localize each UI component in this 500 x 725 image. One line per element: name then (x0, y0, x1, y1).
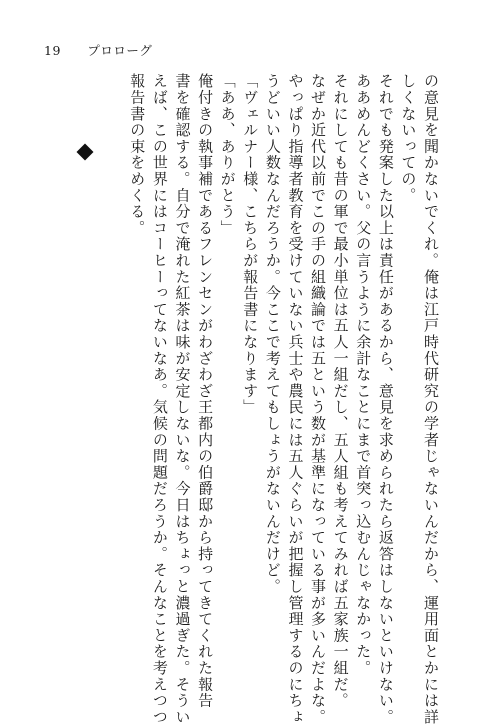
text-line-11: 俺付きの執事補であるフレンセンがわざわざ王都内の伯爵邸から持ってきてくれた報告 (196, 73, 215, 709)
text-line-9: 「ヴェルナー様、こちらが報告書になります」 (241, 73, 260, 416)
diamond-ornament-icon (77, 144, 94, 161)
text-line-4: ああめんどくさい。父の言うように余計なことにまで首突っ込むんじゃなかった。 (354, 73, 373, 677)
text-line-3: それでも発案した以上は責任があるから、意見を求められたら返答はしないといけない。 (376, 73, 395, 725)
text-line-7: やっぱり指導者教育を受けていない兵士や農民には五人ぐらいが把握し管理するのにちょ (286, 73, 305, 725)
text-line-10: 「ああ、ありがとう」 (218, 73, 237, 236)
text-line-12: 書を確認する。自分で淹れた紅茶は味が安定しないな。今日はちょっと濃過ぎた。そうい (173, 73, 192, 725)
text-line-6: なぜか近代以前でこの手の組織論では五という数が基準になっている事が多いんだよな。 (309, 73, 328, 725)
text-line-1: の意見を聞かないでくれ。俺は江戸時代研究の学者じゃないんだから、運用面とかには詳 (422, 73, 440, 725)
text-line-13: えば、この世界にはコーヒーってないなあ。気候の問題だろうか。そんなことを考えつつ (150, 73, 169, 725)
body-text (126, 73, 442, 725)
text-line-2: しくないっての。 (399, 73, 418, 204)
page-number: 19 (44, 43, 61, 58)
text-line-8: うどいい人数なんだろうか。今ここで考えてもしょうがないんだけど。 (263, 73, 282, 595)
running-header (44, 41, 152, 59)
text-line-5: それにしても昔の軍で最小単位は五人一組だし、五人組も考えてみれば五家族一組だ。 (331, 73, 350, 709)
text-line-14: 報告書の束をめくる。 (128, 73, 147, 236)
chapter-title: プロローグ (87, 43, 153, 58)
